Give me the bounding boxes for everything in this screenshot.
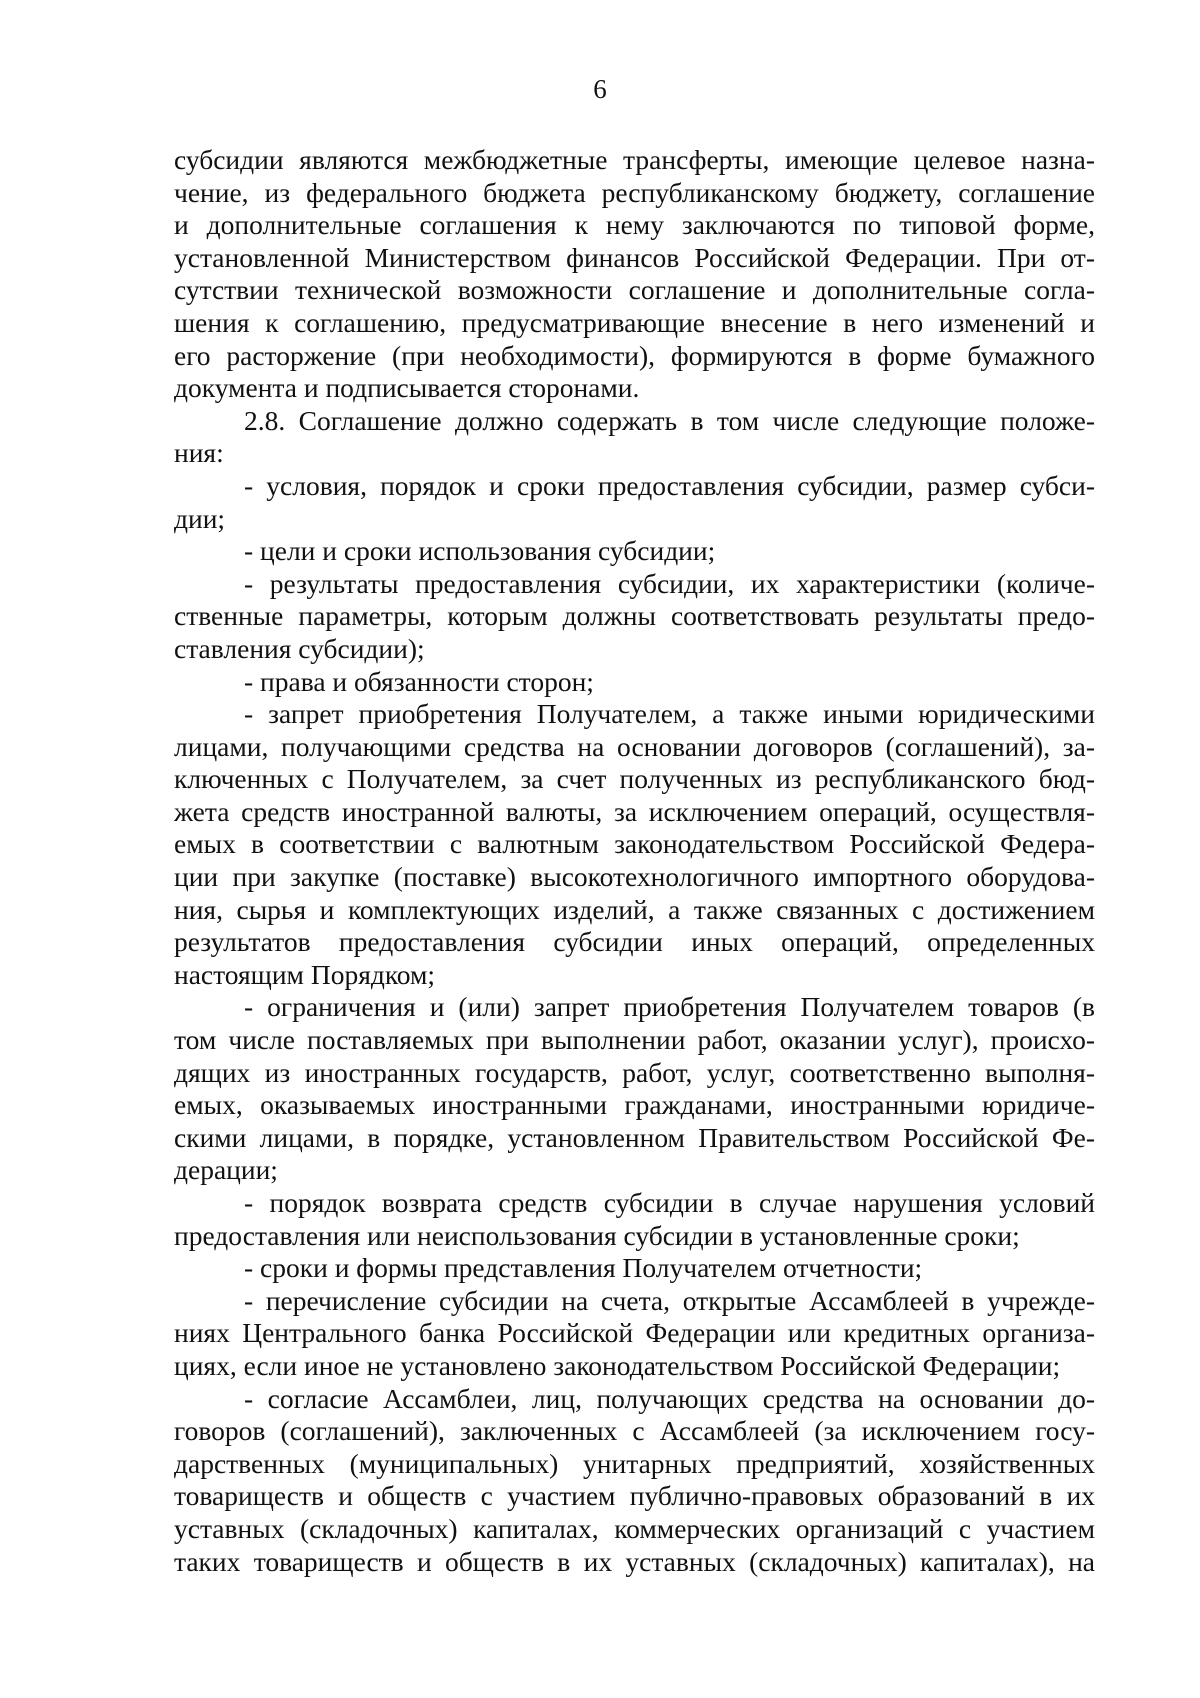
text-line: - права и обязанности сторон;	[244, 665, 594, 697]
text-line: чение, из федерального бюджета республиканскому бюджету, соглашение	[174, 176, 1095, 208]
text-line: товариществ и обществ с участием публично-правовых образований в их	[174, 1480, 1095, 1512]
text-line: ственные параметры, которым должны соответствовать результаты предо-	[174, 600, 1095, 632]
text-line: результатов предоставления субсидии иных операций, определенных	[174, 926, 1095, 958]
document-body	[174, 144, 1095, 1578]
text-line: - порядок возврата средств субсидии в случае нарушения условий	[244, 1187, 1095, 1218]
text-line: сутствии технической возможности соглашение и дополнительные согла-	[174, 274, 1095, 306]
text-line: ции при закупке (поставке) высокотехнологичного импортного оборудова-	[174, 861, 1095, 893]
text-line: ниях Центрального банка Российской Федерации или кредитных организа-	[174, 1317, 1095, 1349]
text-line: предоставления или неиспользования субсидии в установленные сроки;	[174, 1219, 1020, 1251]
text-line: настоящим Порядком;	[174, 958, 436, 990]
text-line: - согласие Ассамблеи, лиц, получающих средства на основании до-	[244, 1382, 1095, 1414]
text-line: лицами, получающими средства на основании договоров (соглашений), за-	[174, 730, 1095, 762]
text-line: и дополнительные соглашения к нему заключаются по типовой форме,	[174, 209, 1095, 241]
text-line: - ограничения и (или) запрет приобретения Получателем товаров (в	[244, 991, 1095, 1023]
text-line: ставления субсидии);	[174, 632, 425, 664]
text-line: - перечисление субсидии на счета, открытые Ассамблеей в учрежде-	[244, 1284, 1095, 1316]
text-line: - результаты предоставления субсидии, их характеристики (количе-	[244, 567, 1095, 599]
text-line: шения к соглашению, предусматривающие внесение в него изменений и	[174, 306, 1095, 338]
text-line: 2.8. Соглашение должно содержать в том числе следующие положе-	[244, 404, 1095, 436]
text-line: уставных (складочных) капиталах, коммерческих организаций с участием	[174, 1512, 1095, 1544]
text-line: емых, оказываемых иностранными гражданами, иностранными юридиче-	[174, 1089, 1095, 1121]
text-line: циях, если иное не установлено законодательством Российской Федерации;	[174, 1349, 1061, 1381]
text-line: скими лицами, в порядке, установленном Правительством Российской Фе-	[174, 1121, 1095, 1153]
text-line: - запрет приобретения Получателем, а также иными юридическими	[244, 698, 1095, 730]
text-line: емых в соответствии с валютным законодательством Российской Федера-	[174, 828, 1095, 860]
text-line: его расторжение (при необходимости), формируются в форме бумажного	[174, 339, 1095, 371]
text-line: - сроки и формы представления Получателем отчетности;	[244, 1252, 923, 1284]
text-line: таких товариществ и обществ в их уставных (складочных) капиталах), на	[174, 1545, 1095, 1577]
text-line: жета средств иностранной валюты, за исключением операций, осуществля-	[174, 795, 1095, 827]
text-line: - условия, порядок и сроки предоставления субсидии, размер субси-	[244, 469, 1095, 501]
text-line: дящих из иностранных государств, работ, услуг, соответственно выполня-	[174, 1056, 1095, 1088]
text-line: дии;	[174, 502, 226, 534]
text-line: говоров (соглашений), заключенных с Ассамблеей (за исключением госу-	[174, 1415, 1095, 1447]
text-line: дарственных (муниципальных) унитарных предприятий, хозяйственных	[174, 1447, 1095, 1479]
page-number: 6	[593, 74, 607, 104]
text-line: ключенных с Получателем, за счет полученных из республиканского бюд-	[174, 763, 1095, 795]
text-line: документа и подписывается сторонами.	[174, 372, 640, 404]
text-line: дерации;	[174, 1154, 278, 1186]
text-line: установленной Министерством финансов Российской Федерации. При от-	[174, 241, 1095, 273]
text-line: ния, сырья и комплектующих изделий, а также связанных с достижением	[174, 893, 1095, 925]
text-line: субсидии являются межбюджетные трансферты, имеющие целевое назна-	[174, 144, 1095, 175]
text-line: том числе поставляемых при выполнении работ, оказании услуг), происхо-	[174, 1024, 1095, 1056]
text-line: ния:	[174, 437, 224, 469]
text-line: - цели и сроки использования субсидии;	[244, 535, 716, 567]
